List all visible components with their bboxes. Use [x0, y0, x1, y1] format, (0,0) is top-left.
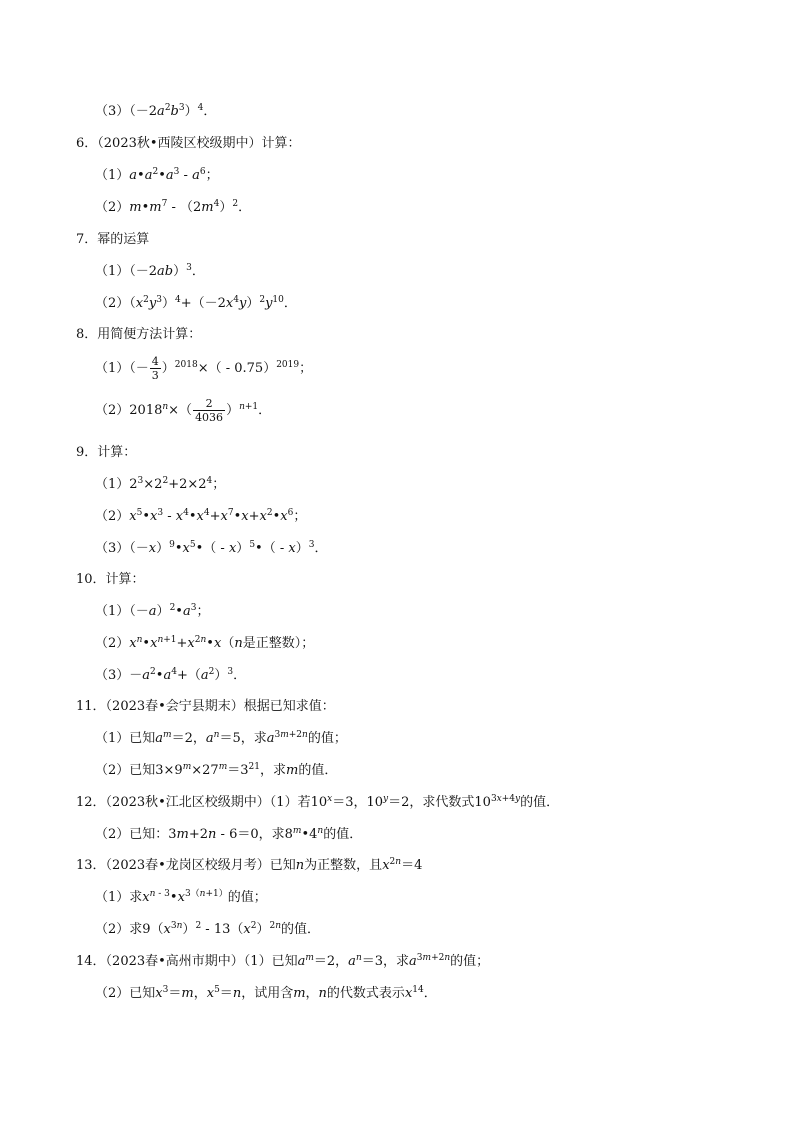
- q7-part1: $(1)(-2ab)^3$．: [95, 263, 205, 279]
- plain-text-layer: [0, 0, 1, 1]
- q10-part3: $(3)-a^2•a^4+(a^2)^3$．: [95, 667, 247, 683]
- q6-part2: $(2)m•m^7 - (2m^4)^2$．: [95, 199, 252, 215]
- fraction-4-3: $\frac{4}{3}$: [151, 355, 159, 382]
- fraction-2-4036: $\frac{2}{4036}$: [195, 397, 224, 424]
- q9-part3: $(3)(-x)^9•x^5•$（ - x）$^5$•（ - x）$^3$．: [95, 540, 328, 556]
- q8-header: 8．用简便方法计算：: [76, 327, 202, 342]
- q11-part2: （2）已知$3\times 9^m\times 27^m=3^{21}$，求m的值．: [95, 762, 338, 778]
- q7-header: 7．幂的运算: [76, 232, 150, 247]
- q6-part1: $(1)a•a^2•a^3 - a^6$；: [95, 167, 219, 183]
- q9-part1: $(1)2^3\times 2^2+2\times 2^4$；: [95, 476, 226, 492]
- q12-header: 12．（2023秋•江北区校级期中）（1）若$10^x=3$，$10^y=2$，求代数式$10^{3x+4y}$的值．: [76, 794, 560, 810]
- q9-part2: $(2)x^5•x^3$ - $x^4•x^4+x^7•x+x^2•x^6$；: [95, 508, 307, 524]
- q10-header: 10．计算：: [76, 572, 145, 587]
- q7-part2: $(2)(x^2y^3)^4+(-2x^4y)^2y^{10}$．: [95, 295, 297, 311]
- q13-part2: （2）求$9(x^{3n})^2 - 13(x^2)^{2n}$的值．: [95, 921, 321, 937]
- q10-part2: $(2)x^n•x^{n+1}+x^{2n}•x(n$是正整数）；: [95, 635, 315, 651]
- q11-header: 11．（2023春•会宁县期末）根据已知求值：: [76, 699, 335, 714]
- q5-part3: $(3)(-2a^2b^3)^4$．: [95, 103, 217, 119]
- q8-part2: $(2)2018^n\times$（ $\frac{2}{4036}$ ）$^{n+1}$．: [95, 397, 272, 424]
- q14-header: 14．（2023春•高州市期中）（1）已知$a^m=2$，$a^n=3$，求$a^{3m+2n}$的值；: [76, 953, 490, 969]
- q12-part2: （2）已知：3m+2n - 6＝0，求8$^m$•4$^n$的值．: [95, 826, 363, 842]
- q13-part1: （1）求$x^{n - 3}•x^{3(n+1)}$的值；: [95, 889, 267, 905]
- q13-header: 13．（2023春•龙岗区校级月考）已知n为正整数，且$x^{2n}=4$: [76, 857, 423, 873]
- q10-part1: $(1)(-a)^2•a^3$；: [95, 603, 210, 619]
- q9-header: 9．计算：: [76, 445, 137, 460]
- q6-header: 6．（2023秋•西陵区校级期中）计算：: [76, 136, 301, 151]
- q8-part1: （1）（－ $\frac{4}{3}$ ）$^{2018}$×（ - 0.75）$^{2019}$；: [95, 355, 313, 382]
- q11-part1: （1）已知$a^m=2$，$a^n=5$，求$a^{3m+2n}$的值；: [95, 730, 347, 746]
- q14-part2: （2）已知$x^3=m$，$x^5=n$，试用含m，n的代数式表示$x^{14}$．: [95, 985, 437, 1001]
